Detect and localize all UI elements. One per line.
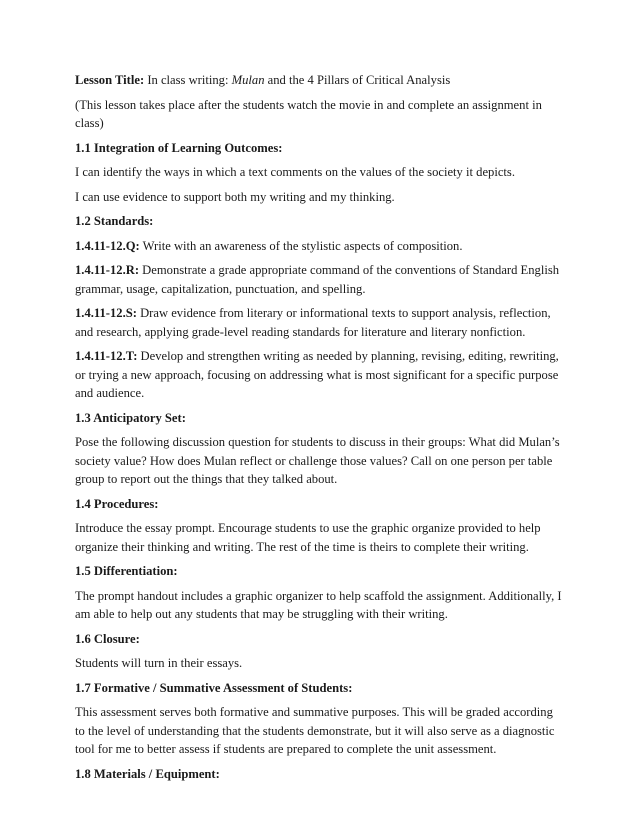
lesson-title-pre: In class writing: [144, 73, 232, 87]
standard-item [75, 237, 565, 256]
standard-text: Draw evidence from literary or informational texts to support analysis, reflection, and research, applying grade-level reading standards for literature and literary nonfiction. [75, 306, 551, 339]
lesson-title-emphasis: Mulan [231, 73, 265, 87]
document-body [75, 71, 565, 789]
anticipatory-paragraph: Pose the following discussion question for students to discuss in their groups: What did Mulan’s society value? How does Mulan reflect or challenge those values? Call on one person per table group to report out the things that they talked about. [75, 435, 560, 486]
standard-text: Write with an awareness of the stylistic aspects of composition. [139, 238, 463, 253]
standard-code: 1.4.11-12.R: [75, 263, 140, 277]
standard-text: Develop and strengthen writing as needed by planning, revising, editing, rewriting, or trying a new approach, focusing on addressing what is most significant for a specific purpose and audience. [75, 349, 559, 400]
closure-paragraph: Students will turn in their essays. [75, 656, 243, 670]
standard-code: 1.4.11-12.S: [75, 306, 137, 320]
lesson-title-label: Lesson Title: [75, 73, 145, 87]
outcome-paragraph: I can use evidence to support both my writing and my thinking. [75, 189, 395, 204]
standard-item [75, 304, 565, 341]
standard-item [75, 347, 565, 403]
section-heading-integration: 1.1 Integration of Learning Outcomes: [75, 140, 283, 155]
section-heading-materials: 1.8 Materials / Equipment: [75, 766, 220, 781]
standard-text: Demonstrate a grade appropriate command of the conventions of Standard English grammar, usage, capitalization, punctuation, and spelling. [75, 263, 560, 296]
section-heading-anticipatory-set: 1.3 Anticipatory Set: [75, 410, 186, 425]
assessment-paragraph: This assessment serves both formative and summative purposes. This will be graded according to the level of understanding that the students demonstrate, but it will also serve as a diagnostic tool for me to better assess if students are prepared to complete the unit assessment. [75, 705, 555, 756]
standard-code: 1.4.11-12.T: [75, 349, 138, 363]
section-heading-assessment: 1.7 Formative / Summative Assessment of Students: [75, 680, 353, 695]
lesson-intro: (This lesson takes place after the students watch the movie in and complete an assignment in class) [75, 97, 542, 130]
differentiation-paragraph: The prompt handout includes a graphic organizer to help scaffold the assignment. Additionally, I am able to help out any students that may be struggling with their writing. [75, 588, 562, 621]
outcome-paragraph: I can identify the ways in which a text comments on the values of the society it depicts. [75, 165, 515, 179]
section-heading-differentiation: 1.5 Differentiation: [75, 564, 178, 578]
procedures-paragraph: Introduce the essay prompt. Encourage students to use the graphic organize provided to help organize their thinking and writing. The rest of the time is theirs to complete their writing. [75, 521, 541, 554]
lesson-title-post: and the 4 Pillars of Critical Analysis [264, 73, 451, 87]
standard-item [75, 261, 565, 298]
section-heading-standards: 1.2 Standards: [75, 214, 154, 228]
section-heading-procedures: 1.4 Procedures: [75, 496, 159, 511]
standard-code: 1.4.11-12.Q: [75, 238, 140, 253]
section-heading-closure: 1.6 Closure: [75, 631, 140, 646]
lesson-title-line [75, 71, 565, 90]
